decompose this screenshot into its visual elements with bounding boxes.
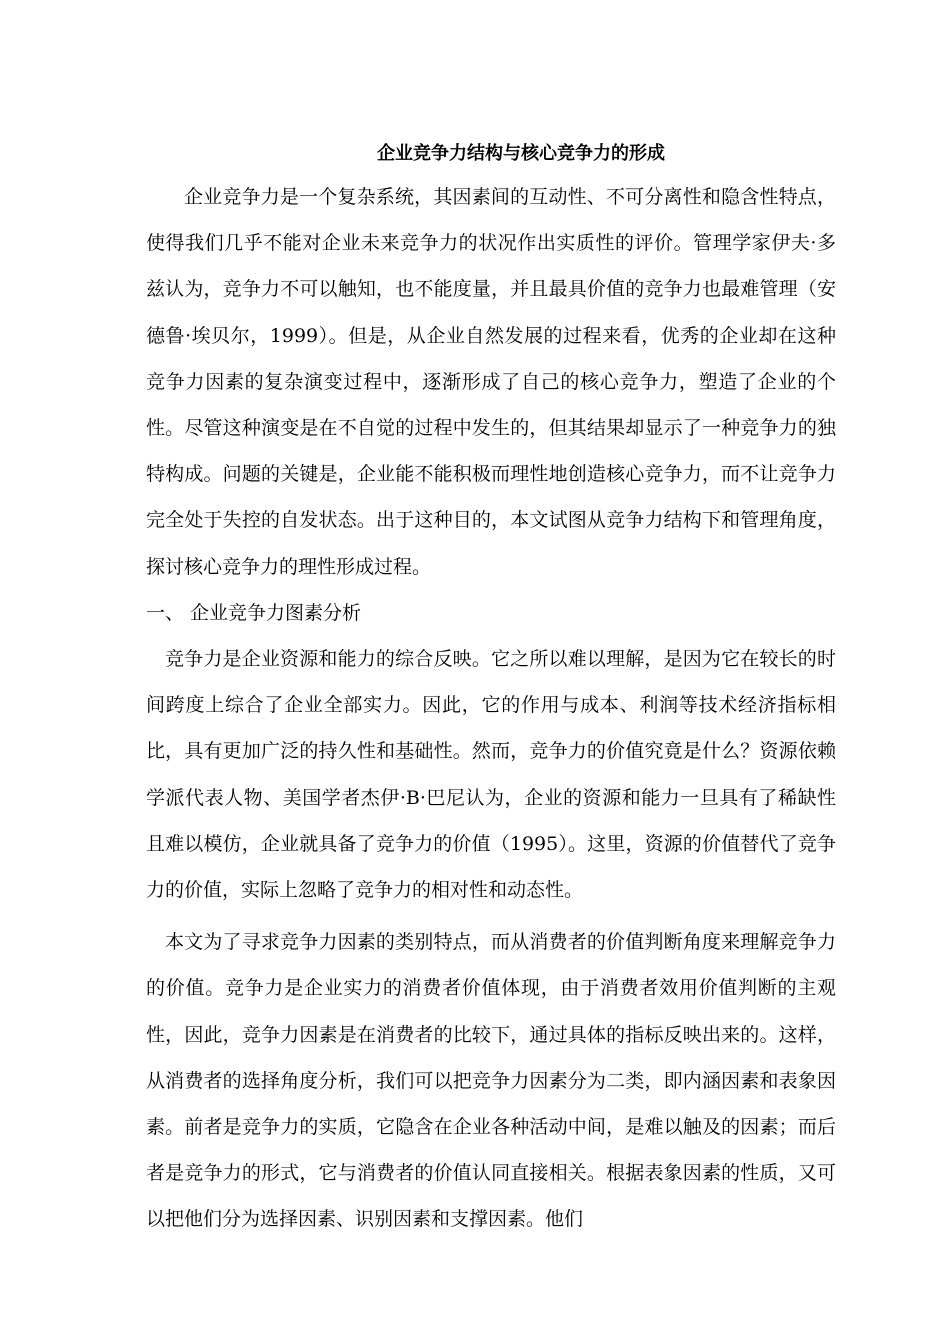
section-heading (146, 590, 836, 636)
section-number: 一、 (146, 601, 185, 624)
body-paragraph-2: 本文为了寻求竞争力因素的类别特点，而从消费者的价值判断角度来理解竞争力的价值。竞争力是企业实力的消费者价值体现，由于消费者效用价值判断的主观性，因此，竞争力因素是在消费者的比较下，通过具体的指标反映出来的。这样，从消费者的选择角度分析，我们可以把竞争力因素分为二类，即内涵因素和表象因素。前者是竞争力的实质，它隐含在企业各种活动中间，是难以触及的因素；而后者是竞争力的形式，它与消费者的价值认同直接相关。根据表象因素的性质，又可以把他们分为选择因素、识别因素和支撑因素。他们 (146, 931, 836, 1231)
section-heading-text: 企业竞争力图素分析 (190, 601, 362, 624)
intro-paragraph: 企业竞争力是一个复杂系统，其因素间的互动性、不可分离性和隐含性特点，使得我们几乎不能对企业未来竞争力的状况作出实质性的评价。管理学家伊夫·多兹认为，竞争力不可以触知，也不能度量，并且最具价值的竞争力也最难管理（安德鲁·埃贝尔，1999）。但是，从企业自然发展的过程来看，优秀的企业却在这种竞争力因素的复杂演变过程中，逐渐形成了自己的核心竞争力，塑造了企业的个性。尽管这种演变是在不自觉的过程中发生的，但其结果却显示了一种竞争力的独特构成。问题的关键是，企业能不能积极而理性地创造核心竞争力，而不让竞争力完全处于失控的自发状态。出于这种目的，本文试图从竞争力结构下和管理角度，探讨核心竞争力的理性形成过程。 (146, 186, 836, 578)
document-body (146, 136, 836, 1243)
body-paragraph-1: 竞争力是企业资源和能力的综合反映。它之所以难以理解，是因为它在较长的时间跨度上综合了企业全部实力。因此，它的作用与成本、利润等技术经济指标相比，具有更加广泛的持久性和基础性。然而，竞争力的价值究竟是什么？资源依赖学派代表人物、美国学者杰伊·B·巴尼认为，企业的资源和能力一旦具有了稀缺性且难以模仿，企业就具备了竞争力的价值（1995）。这里，资源的价值替代了竞争力的价值，实际上忽略了竞争力的相对性和动态性。 (146, 648, 836, 902)
document-title: 企业竞争力结构与核心竞争力的形成 (377, 143, 665, 164)
